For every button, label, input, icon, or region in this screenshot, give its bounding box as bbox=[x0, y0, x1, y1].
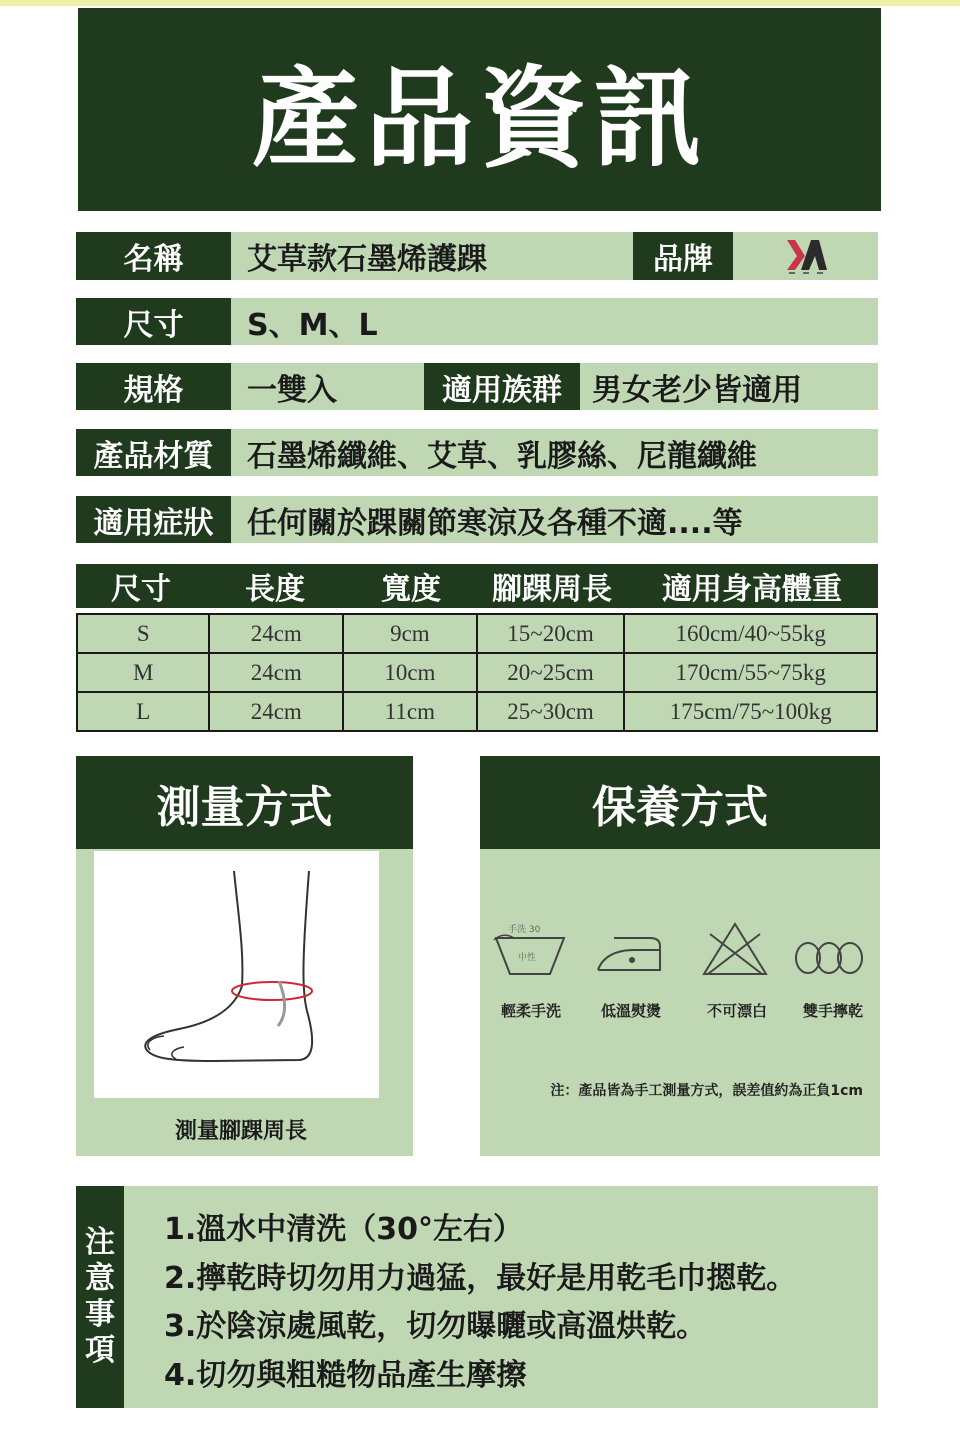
hand-wring-icon bbox=[792, 938, 866, 978]
notes-label-char: 意 bbox=[85, 1261, 115, 1296]
table-cell: 175cm/75~100kg bbox=[624, 692, 877, 731]
table-cell: M bbox=[77, 653, 209, 692]
table-row bbox=[77, 614, 877, 653]
table-cell: S bbox=[77, 614, 209, 653]
list-item: 3.於陰涼處風乾，切勿曝曬或高溫烘乾。 bbox=[164, 1309, 707, 1344]
table-cell: 160cm/40~55kg bbox=[624, 614, 877, 653]
page-title: 產品資訊 bbox=[78, 8, 881, 211]
table-cell: 24cm bbox=[209, 614, 343, 653]
header-height-weight: 適用身高體重 bbox=[662, 572, 842, 607]
header-ankle: 腳踝周長 bbox=[492, 572, 612, 607]
brand-logo bbox=[733, 232, 878, 280]
table-cell: 24cm bbox=[209, 653, 343, 692]
notes-label-char: 事 bbox=[85, 1297, 115, 1332]
brand-label: 品牌 bbox=[633, 232, 733, 280]
table-row bbox=[77, 653, 877, 692]
name-label: 名稱 bbox=[76, 232, 231, 280]
size-table-header bbox=[76, 564, 878, 608]
table-row bbox=[77, 692, 877, 731]
table-cell: 24cm bbox=[209, 692, 343, 731]
no-bleach-icon bbox=[700, 920, 770, 978]
svg-text:手洗 30: 手洗 30 bbox=[508, 925, 541, 935]
material-label: 產品材質 bbox=[76, 429, 231, 476]
list-item: 2.擰乾時切勿用力過猛，最好是用乾毛巾摁乾。 bbox=[164, 1260, 797, 1296]
table-cell: 15~20cm bbox=[477, 614, 625, 653]
size-value: S、M、L bbox=[231, 298, 878, 345]
care-label-low-iron: 低溫熨燙 bbox=[600, 1002, 661, 1020]
header-size: 尺寸 bbox=[111, 572, 171, 607]
group-label: 適用族群 bbox=[424, 363, 580, 410]
brand-logo-icon bbox=[781, 236, 831, 276]
care-note: 注：產品皆為手工測量方式，誤差值約為正負1cm bbox=[550, 1083, 863, 1099]
header-width: 寬度 bbox=[381, 572, 441, 607]
table-cell: 10cm bbox=[343, 653, 477, 692]
top-accent-line bbox=[0, 0, 960, 6]
care-label-no-bleach: 不可漂白 bbox=[706, 1002, 767, 1020]
notes-label-char: 項 bbox=[85, 1333, 115, 1368]
spec-label: 規格 bbox=[76, 363, 231, 410]
table-cell: 25~30cm bbox=[477, 692, 625, 731]
notes-label bbox=[76, 1186, 124, 1408]
hand-wash-icon bbox=[490, 918, 574, 984]
table-cell: 170cm/55~75kg bbox=[624, 653, 877, 692]
care-label-hand-wash: 輕柔手洗 bbox=[500, 1002, 561, 1020]
group-value: 男女老少皆適用 bbox=[580, 363, 878, 410]
care-label-hand-wring: 雙手擰乾 bbox=[802, 1002, 863, 1020]
list-item: 4.切勿與粗糙物品產生摩擦 bbox=[164, 1357, 527, 1393]
care-title: 保養方式 bbox=[480, 756, 880, 849]
spec-value: 一雙入 bbox=[231, 363, 424, 410]
symptom-label: 適用症狀 bbox=[76, 496, 231, 543]
measure-title: 測量方式 bbox=[76, 756, 413, 849]
material-value: 石墨烯纖維、艾草、乳膠絲、尼龍纖維 bbox=[231, 429, 878, 476]
table-cell: 11cm bbox=[343, 692, 477, 731]
foot-icon bbox=[94, 851, 379, 1098]
measure-caption: 測量腳踝周長 bbox=[174, 1118, 307, 1144]
svg-text:中性: 中性 bbox=[518, 953, 537, 963]
header-length: 長度 bbox=[245, 572, 305, 607]
size-label: 尺寸 bbox=[76, 298, 231, 345]
low-iron-icon bbox=[594, 930, 666, 978]
ankle-illustration bbox=[94, 851, 379, 1098]
table-cell: L bbox=[77, 692, 209, 731]
notes-label-char: 注 bbox=[85, 1225, 115, 1260]
table-cell: 20~25cm bbox=[477, 653, 625, 692]
list-item: 1.溫水中清洗（30°左右） bbox=[164, 1212, 524, 1247]
name-value: 艾草款石墨烯護踝 bbox=[231, 232, 633, 280]
notes-list bbox=[124, 1186, 878, 1408]
size-table bbox=[76, 613, 878, 732]
table-cell: 9cm bbox=[343, 614, 477, 653]
symptom-value: 任何關於踝關節寒涼及各種不適....等 bbox=[231, 496, 878, 543]
